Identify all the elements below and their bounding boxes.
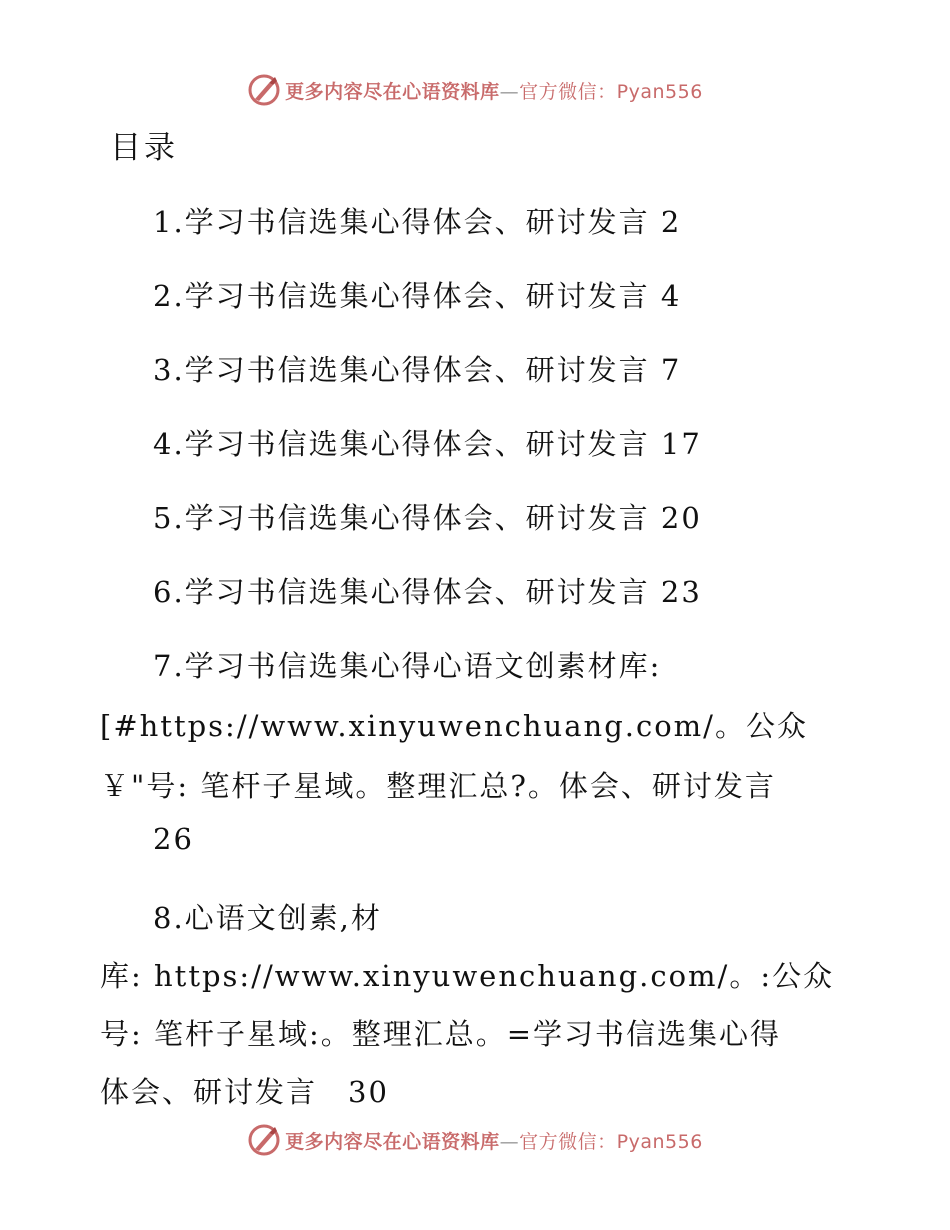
toc-entry-page: 26 [153,822,194,856]
toc-entry-continuation: ￥"号: 笔杆子星域。整理汇总?。体会、研讨发言 [100,769,776,803]
toc-entry: 3.学习书信选集心得体会、研讨发言 7 [153,353,682,387]
footer-watermark [0,1120,950,1160]
toc-title: 目录 [110,130,178,166]
watermark-wechat: 官方微信：Pyan556 [519,1130,703,1153]
watermark-dash: — [499,80,520,103]
watermark-text: 更多内容尽在心语资料库 [285,1130,500,1153]
quill-pen-logo-icon [247,73,281,107]
toc-entry: 8.心语文创素,材 [153,901,382,935]
toc-entry: 1.学习书信选集心得体会、研讨发言 2 [153,205,682,239]
toc-entry: 7.学习书信选集心得心语文创素材库: [153,649,662,683]
toc-entry-continuation: 体会、研讨发言 30 [100,1075,389,1109]
watermark-wechat: 官方微信：Pyan556 [519,80,703,103]
toc-entry: 6.学习书信选集心得体会、研讨发言 23 [153,575,702,609]
header-watermark [0,70,950,110]
toc-entry-continuation: [#https://www.xinyuwenchuang.com/。公众 [100,709,808,743]
toc-entry: 2.学习书信选集心得体会、研讨发言 4 [153,279,682,313]
toc-entry-continuation: 号: 笔杆子星域:。整理汇总。=学习书信选集心得 [100,1017,782,1051]
watermark-text: 更多内容尽在心语资料库 [285,80,500,103]
toc-entry-continuation: 库: https://www.xinyuwenchuang.com/。:公众 [100,959,835,993]
toc-entry: 5.学习书信选集心得体会、研讨发言 20 [153,501,702,535]
quill-pen-logo-icon [247,1123,281,1157]
watermark-dash: — [499,1130,520,1153]
toc-entry: 4.学习书信选集心得体会、研讨发言 17 [153,427,702,461]
